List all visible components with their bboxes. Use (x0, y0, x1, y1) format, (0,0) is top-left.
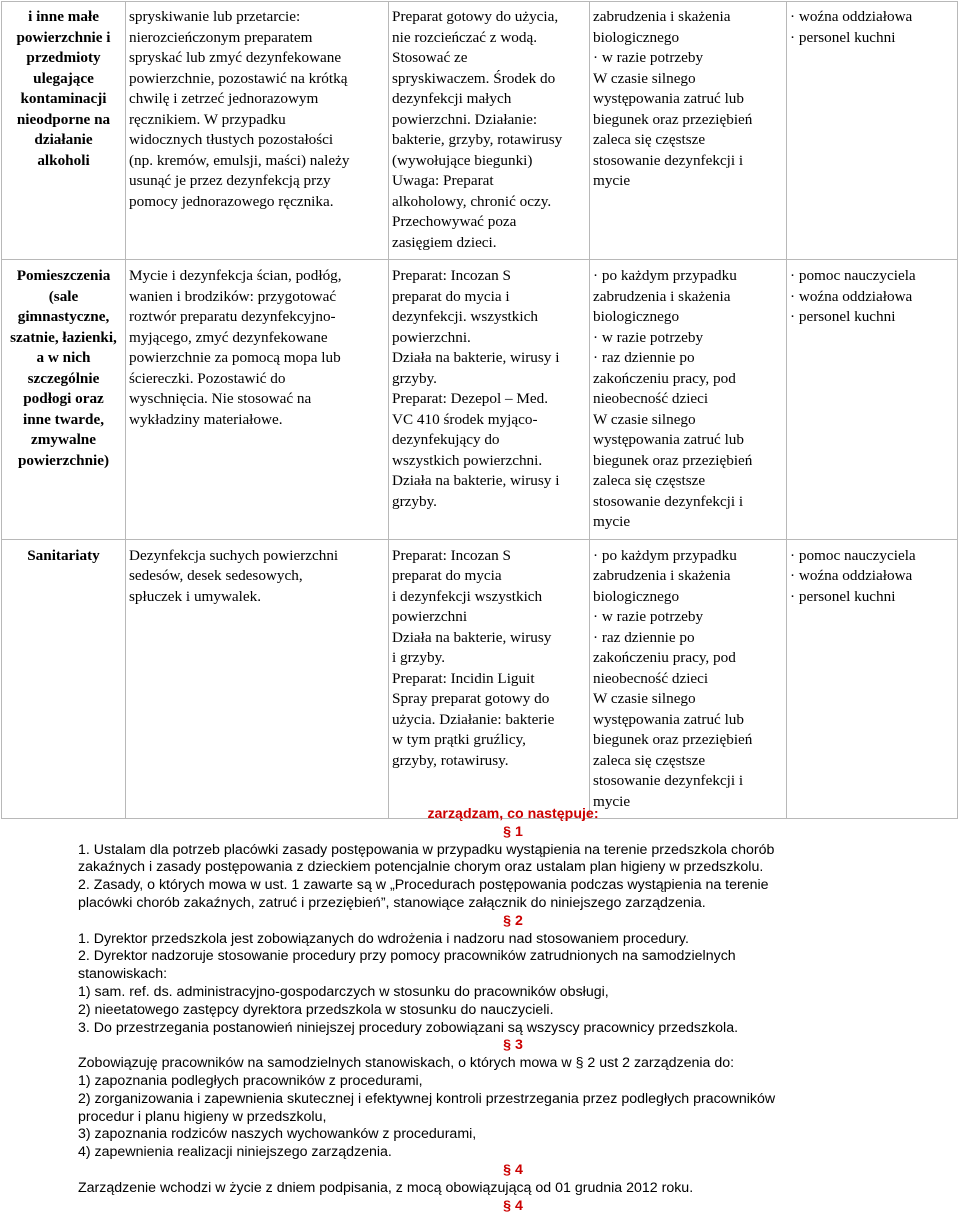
cell-line: i dezynfekcji wszystkich (392, 587, 543, 605)
section-marker: § 2 (503, 912, 523, 929)
cell-line: Przechowywać poza (392, 213, 517, 230)
cleaning-method-cell (126, 2, 389, 260)
cell-line: nierozcieńczonym preparatem (129, 28, 313, 46)
cell-line: preparat do mycia (392, 567, 502, 584)
cell-line: · raz dziennie po (593, 628, 695, 646)
cell-line: ściereczki. Pozostawić do (129, 369, 286, 387)
cell-line: · po każdym przypadku (593, 546, 737, 564)
cell-line: Preparat gotowy do użycia, (392, 8, 559, 25)
section-marker: § 3 (503, 1037, 523, 1054)
table-row (2, 260, 958, 540)
cell-line: Dezynfekcja suchych powierzchni (129, 546, 339, 564)
ordinance-paragraph (78, 1091, 948, 1127)
cell-line: powierzchnie i (16, 28, 111, 46)
cell-line: Stosować ze (392, 49, 468, 66)
cell-line: użycia. Działanie: bakterie (392, 710, 555, 728)
cell-line: spryskiwanie lub przetarcie: (129, 8, 301, 25)
cell-line: występowania zatruć lub (593, 431, 744, 448)
cell-line: występowania zatruć lub (593, 90, 744, 107)
cell-line: wykładziny materiałowe. (129, 410, 283, 428)
cell-line: ulegające (33, 69, 94, 87)
cell-line: W czasie silnego (593, 69, 696, 87)
cell-line: · woźna oddziałowa (790, 8, 913, 25)
frequency-cell (590, 2, 787, 260)
ordinance-paragraph (78, 842, 948, 878)
paragraph-line: 2. Zasady, o których mowa w ust. 1 zawarte są w „Procedurach postępowania podczas wystąpienia na terenie (78, 877, 769, 894)
cell-line: zmywalne (31, 431, 96, 448)
cell-line: powierzchnie) (17, 451, 110, 469)
cell-line: i grzyby. (392, 649, 445, 666)
ordinance-paragraph (78, 1126, 948, 1144)
paragraph-line: Zarządzenie wchodzi w życie z dniem podpisania, z mocą obowiązującą od 01 grudnia 2012 roku. (78, 1179, 694, 1196)
cell-line: Preparat: Incidin Liguit (392, 669, 535, 687)
cell-line: Sanitariaty (27, 546, 100, 564)
cell-line: grzyby, rotawirusy. (392, 751, 509, 769)
ordinance-paragraph (78, 1073, 948, 1091)
paragraph-line: placówki chorób zakaźnych, zatruć i przeziębień”, stanowiące załącznik do niniejszego zarządzenia. (78, 894, 706, 911)
paragraph-line: 1. Dyrektor przedszkola jest zobowiązanych do wdrożenia i nadzoru nad stosowaniem procedury. (78, 930, 689, 947)
cell-line: chwilę i zetrzeć jednorazowym (129, 90, 319, 107)
paragraph-line: 2) nieetatowego zastępcy dyrektora przedszkola w stosunku do nauczycieli. (78, 1001, 554, 1018)
cell-line: usunąć je przez dezynfekcją przy (129, 172, 331, 189)
cell-line: występowania zatruć lub (593, 710, 744, 728)
ordinance-paragraph (78, 1020, 948, 1038)
paragraph-line: 2) zorganizowania i zapewnienia skutecznej i efektywnej kontroli przestrzegania przez podległych pracowników (78, 1090, 776, 1107)
cell-line: zabrudzenia i skażenia (593, 287, 731, 305)
area-name-cell (2, 260, 126, 540)
cell-line: · raz dziennie po (593, 349, 695, 366)
cell-line: Preparat: Incozan S (392, 267, 511, 284)
cell-line: ręcznikiem. W przypadku (129, 110, 286, 128)
paragraph-line: zakaźnych i zasady postępowania z dzieckiem potencjalnie chorym oraz ustalam plan higieny w przedszkolu. (78, 859, 764, 876)
cleaning-method-cell (126, 539, 389, 819)
cell-line: Działa na bakterie, wirusy i (392, 349, 560, 366)
cell-line: roztwór preparatu dezynfekcyjno- (129, 308, 336, 325)
cell-line: spłuczek i umywalek. (129, 587, 262, 605)
section-marker: § 4 (503, 1161, 523, 1178)
cell-line: · personel kuchni (790, 28, 896, 46)
cell-line: szczególnie (27, 369, 100, 387)
cell-line: wszystkich powierzchni. (392, 451, 543, 469)
cell-line: biologicznego (593, 28, 680, 46)
cell-line: Preparat: Incozan S (392, 546, 511, 564)
cell-line: · woźna oddziałowa (790, 287, 913, 305)
ordinance-paragraph (78, 931, 948, 949)
cell-line: zaleca się częstsze (593, 131, 706, 148)
cell-line: (wywołujące biegunki) (392, 151, 533, 169)
cell-line: i inne małe (28, 8, 99, 25)
cell-line: powierzchnie, pozostawić na krótką (129, 69, 348, 87)
cell-line: zabrudzenia i skażenia (593, 8, 731, 25)
cell-line: Preparat: Dezepol – Med. (392, 390, 549, 407)
paragraph-line: 3. Do przestrzegania postanowień niniejszej procedury zobowiązani są wszyscy pracownicy przedszkola. (78, 1019, 739, 1036)
cell-line: widocznych tłustych pozostałości (129, 131, 334, 148)
cell-line: powierzchni. Działanie: (392, 110, 538, 128)
hygiene-table (1, 1, 958, 819)
paragraph-line: 3) zapoznania rodziców naszych wychowanków z procedurami, (78, 1126, 477, 1143)
cell-line: zaleca się częstsze (593, 472, 706, 489)
cell-line: wanien i brodzików: przygotować (129, 287, 337, 305)
cell-line: · woźna oddziałowa (790, 567, 913, 584)
ordinance-paragraph (78, 1144, 948, 1162)
paragraph-line: 4) zapewnienia realizacji niniejszego zarządzenia. (78, 1144, 392, 1161)
cell-line: sedesów, desek sedesowych, (129, 567, 303, 584)
cell-line: (np. kremów, emulsji, maści) należy (129, 151, 350, 169)
cell-line: grzyby. (392, 492, 437, 510)
cell-line: Uwaga: Preparat (392, 172, 494, 189)
ordinance-paragraph (78, 948, 948, 984)
cell-line: · personel kuchni (790, 308, 896, 325)
paragraph-line: 1) sam. ref. ds. administracyjno-gospodarczych w stosunku do pracowników obsługi, (78, 983, 609, 1000)
cell-line: szatnie, łazienki, (10, 328, 117, 346)
cell-line: gimnastyczne, (17, 308, 110, 325)
cell-line: mycie (593, 513, 631, 530)
cell-line: alkoholi (37, 151, 90, 169)
cell-line: biegunek oraz przeziębień (593, 451, 753, 469)
cell-line: W czasie silnego (593, 410, 696, 428)
frequency-cell (590, 260, 787, 540)
cell-line: Mycie i dezynfekcja ścian, podłóg, (129, 267, 342, 284)
paragraph-line: 1) zapoznania podległych pracowników z procedurami, (78, 1072, 423, 1089)
ordinance-paragraph (78, 984, 948, 1002)
product-cell (389, 539, 590, 819)
cell-line: dezynfekcji. wszystkich (392, 308, 538, 325)
cell-line: powierzchnie za pomocą mopa lub (129, 349, 341, 366)
cell-line: stosowanie dezynfekcji i (593, 772, 744, 789)
paragraph-line: 2. Dyrektor nadzoruje stosowanie procedury przy pomocy pracowników zatrudnionych na samodzielnych (78, 948, 736, 965)
cell-line: powierzchni. (392, 328, 471, 346)
responsible-staff-cell (787, 539, 958, 819)
cell-line: spryskać lub zmyć dezynfekowane (129, 49, 342, 66)
cleaning-method-cell (126, 260, 389, 540)
cell-line: · pomoc nauczyciela (790, 267, 916, 284)
frequency-cell (590, 539, 787, 819)
cell-line: podłogi oraz (23, 390, 104, 407)
cell-line: biegunek oraz przeziębień (593, 731, 753, 748)
paragraph-line: stanowiskach: (78, 966, 168, 983)
cell-line: · personel kuchni (790, 587, 896, 605)
cell-line: nieobecność dzieci (593, 390, 709, 407)
cell-line: nieobecność dzieci (593, 669, 709, 687)
cell-line: · w razie potrzeby (593, 49, 704, 66)
product-cell (389, 2, 590, 260)
cell-line: nie rozcieńczać z wodą. (392, 28, 538, 46)
cell-line: biologicznego (593, 587, 680, 605)
cell-line: stosowanie dezynfekcji i (593, 151, 744, 169)
cell-line: w tym prątki gruźlicy, (392, 731, 526, 748)
cell-line: powierzchni (392, 608, 468, 625)
cell-line: zaleca się częstsze (593, 751, 706, 769)
cell-line: a w nich (36, 349, 91, 366)
cell-line: inne twarde, (23, 410, 104, 428)
paragraph-line: 1. Ustalam dla potrzeb placówki zasady postępowania w przypadku wystąpienia na terenie przedszkola chorób (78, 841, 775, 858)
table-row (2, 539, 958, 819)
cell-line: biologicznego (593, 308, 680, 325)
section-marker: § 1 (503, 823, 523, 840)
ordinance-paragraph (78, 1055, 948, 1073)
cell-line: · pomoc nauczyciela (790, 546, 916, 564)
area-name-cell (2, 2, 126, 260)
trailing-section-marker: § 4 (503, 1197, 523, 1214)
cell-line: alkoholowy, chronić oczy. (392, 192, 552, 210)
cell-line: biegunek oraz przeziębień (593, 110, 753, 128)
cell-line: dezynfekcji małych (392, 90, 512, 107)
area-name-cell (2, 539, 126, 819)
paragraph-line: procedur i planu higieny w przedszkolu, (78, 1108, 327, 1125)
cell-line: stosowanie dezynfekcji i (593, 492, 744, 510)
cell-line: Spray preparat gotowy do (392, 690, 550, 707)
cell-line: przedmioty (26, 49, 101, 66)
cell-line: działanie (34, 131, 93, 148)
ordinance-text (78, 806, 948, 1215)
cell-line: grzyby. (392, 369, 437, 387)
product-cell (389, 260, 590, 540)
ordinance-paragraph (78, 1180, 948, 1198)
cell-line: zabrudzenia i skażenia (593, 567, 731, 584)
cell-line: wyschnięcia. Nie stosować na (129, 390, 312, 407)
cell-line: pomocy jednorazowego ręcznika. (129, 192, 334, 210)
cell-line: W czasie silnego (593, 690, 696, 707)
cell-line: bakterie, grzyby, rotawirusy (392, 131, 563, 148)
cell-line: · w razie potrzeby (593, 608, 704, 625)
ordinance-paragraph (78, 1002, 948, 1020)
cell-line: zakończeniu pracy, pod (593, 649, 736, 666)
cell-line: Działa na bakterie, wirusy (392, 628, 552, 646)
cell-line: zasięgiem dzieci. (392, 233, 497, 251)
cell-line: myjącego, zmyć dezynfekowane (129, 328, 328, 346)
table-row (2, 2, 958, 260)
paragraph-line: Zobowiązuję pracowników na samodzielnych stanowiskach, o których mowa w § 2 ust 2 zarządzenia do: (78, 1055, 735, 1072)
cell-line: VC 410 środek myjąco- (392, 410, 538, 428)
cell-line: (sale (48, 287, 79, 305)
responsible-staff-cell (787, 2, 958, 260)
cell-line: Działa na bakterie, wirusy i (392, 472, 560, 489)
cell-line: Pomieszczenia (16, 267, 111, 284)
cell-line: · po każdym przypadku (593, 267, 737, 284)
cell-line: mycie (593, 792, 631, 810)
ordinance-heading: zarządzam, co następuje: (427, 806, 599, 822)
cell-line: kontaminacji (20, 90, 107, 107)
responsible-staff-cell (787, 260, 958, 540)
cell-line: · w razie potrzeby (593, 328, 704, 346)
cell-line: nieodporne na (16, 110, 111, 128)
cell-line: mycie (593, 172, 631, 189)
cell-line: dezynfekujący do (392, 431, 500, 448)
cell-line: spryskiwaczem. Środek do (392, 69, 556, 87)
cell-line: zakończeniu pracy, pod (593, 369, 736, 387)
cell-line: preparat do mycia i (392, 287, 510, 305)
ordinance-paragraph (78, 877, 948, 913)
